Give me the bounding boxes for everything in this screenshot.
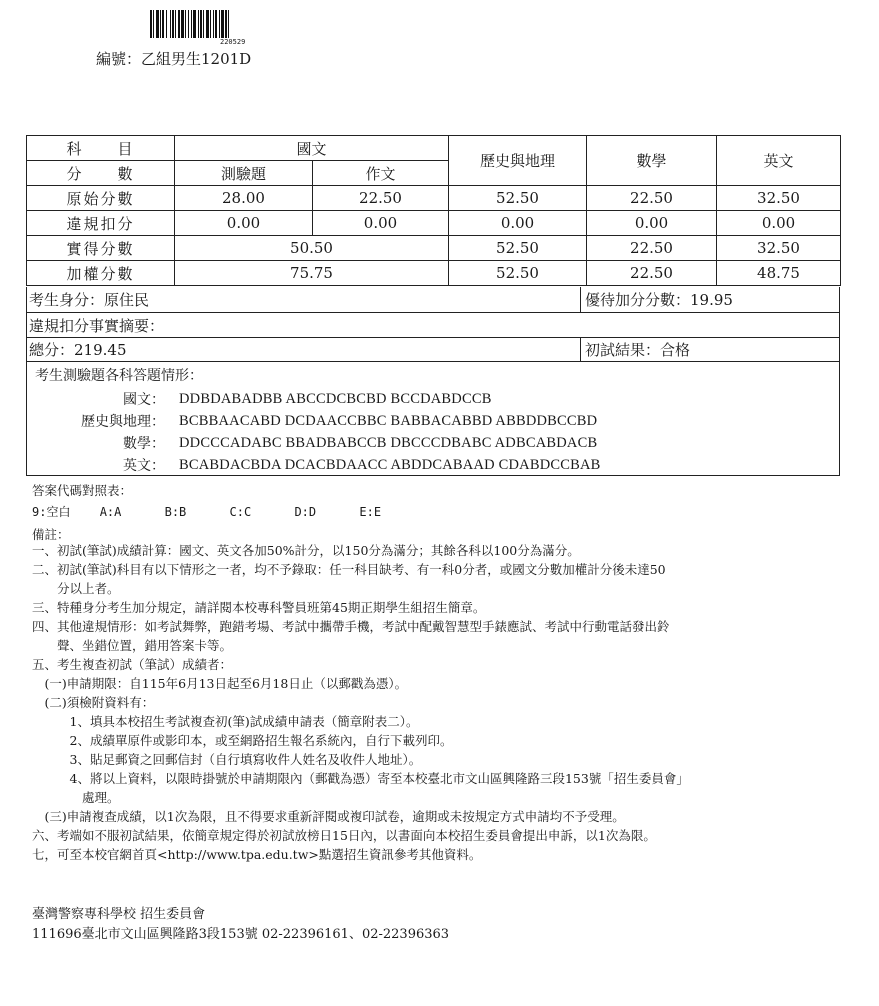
- identity-row: [26, 287, 840, 313]
- result-label: 初試結果：合格: [580, 338, 845, 361]
- history-geo-header: 歷史與地理: [449, 136, 587, 186]
- note-line: 處理。: [32, 790, 120, 805]
- essay-score: 0.00: [313, 211, 449, 236]
- violation-summary-label: 違規扣分事實摘要：: [29, 316, 165, 335]
- note-line: 分以上者。: [32, 581, 120, 596]
- english-score: 48.75: [717, 261, 841, 286]
- math-score: 22.50: [587, 186, 717, 211]
- chinese-score: 75.75: [175, 261, 449, 286]
- serial-number: 編號：乙組男生1201D: [96, 50, 252, 68]
- note-line: 三、特種身分考生加分規定，請詳閱本校專科警員班第45期正期學生組招生簡章。: [32, 600, 486, 615]
- english-score: 32.50: [717, 236, 841, 261]
- note-line: 七，可至本校官網首頁<http://www.tpa.edu.tw>點選招生資訊參考其他資料。: [32, 847, 482, 862]
- footer-org: 臺灣警察專科學校 招生委員會: [32, 907, 206, 922]
- answer-codes: DDBDABADBB ABCCDCBCBD BCCDABDCCB: [179, 390, 492, 407]
- notes-title: 備註：: [32, 527, 70, 542]
- answer-subject: 歷史與地理：: [81, 414, 165, 430]
- test-score: 0.00: [175, 211, 313, 236]
- notes-list: [32, 541, 689, 864]
- table-row: [27, 236, 841, 261]
- english-score: 32.50: [717, 186, 841, 211]
- english-header: 英文: [717, 136, 841, 186]
- history-score: 52.50: [449, 186, 587, 211]
- identity-label: 考生身分：原住民: [29, 291, 150, 309]
- note-line: (三)申請複查成績，以1次為限，且不得要求重新評閱或複印試卷，逾期或未按規定方式申請均不予受理。: [32, 809, 625, 824]
- total-score: 總分：219.45: [29, 341, 127, 359]
- chinese-header: 國文: [175, 136, 449, 161]
- math-header: 數學: [587, 136, 717, 186]
- answer-subject: 國文：: [123, 392, 165, 408]
- answer-row: [27, 432, 597, 454]
- note-line: 3、貼足郵資之回郵信封（自行填寫收件人姓名及收件人地址）。: [32, 752, 422, 767]
- legend-item: B:B: [164, 505, 187, 519]
- row-label: 實得分數: [27, 236, 175, 261]
- barcode-number: 220529: [220, 38, 246, 46]
- answer-codes: BCABDACBDA DCACBDAACC ABDDCABAAD CDABDCCBAB: [179, 456, 601, 473]
- barcode: [150, 4, 292, 46]
- history-score: 0.00: [449, 211, 587, 236]
- note-line: 四、其他違規情形：如考試舞弊，跑錯考場、考試中攜帶手機，考試中配戴智慧型手錶應試、考試中行動電話發出鈴: [32, 619, 670, 634]
- note-line: 一、初試(筆試)成績計算：國文、英文各加50%計分，以150分為滿分；其餘各科以100分為滿分。: [32, 543, 580, 558]
- english-score: 0.00: [717, 211, 841, 236]
- note-line: 二、初試(筆試)科目有以下情形之一者，均不予錄取：任一科目缺考、有一科0分者，或國文分數加權計分後未達50: [32, 562, 666, 577]
- subject-header: 科 目: [27, 136, 175, 161]
- table-row: [27, 261, 841, 286]
- legend-item: D:D: [294, 505, 317, 519]
- legend-item: C:C: [229, 505, 252, 519]
- barcode-bars: [150, 10, 231, 38]
- table-row: [27, 186, 841, 211]
- answer-codes: BCBBAACABD DCDAACCBBC BABBACABBD ABBDDBCCBD: [179, 412, 598, 429]
- note-line: 2、成績單原件或影印本，或至網路招生報名系統內，自行下載列印。: [32, 733, 453, 748]
- history-score: 52.50: [449, 236, 587, 261]
- math-score: 22.50: [587, 236, 717, 261]
- bonus-label: 優待加分分數：19.95: [580, 287, 845, 312]
- test-questions-header: 測驗題: [175, 161, 313, 186]
- row-label: 加權分數: [27, 261, 175, 286]
- answer-subject: 數學：: [123, 436, 165, 452]
- footer-address: 111696臺北市文山區興隆路3段153號 02-22396161、02-22396363: [32, 927, 450, 942]
- math-score: 0.00: [587, 211, 717, 236]
- note-line: 1、填具本校招生考試複查初(筆)試成績申請表（簡章附表二）。: [32, 714, 419, 729]
- row-label: 原始分數: [27, 186, 175, 211]
- chinese-score: 50.50: [175, 236, 449, 261]
- test-score: 28.00: [175, 186, 313, 211]
- answer-row: [27, 410, 597, 432]
- answer-codes: DDCCCADABC BBADBABCCB DBCCCDBABC ADBCABDACB: [179, 434, 598, 451]
- history-score: 52.50: [449, 261, 587, 286]
- answer-summary: [26, 361, 840, 476]
- note-line: (一)申請期限：自115年6月13日起至6月18日止（以郵戳為憑）。: [32, 676, 408, 691]
- note-line: 聲、坐錯位置，錯用答案卡等。: [32, 638, 233, 653]
- violation-row: [26, 313, 840, 338]
- legend-title: 答案代碼對照表：: [32, 483, 133, 498]
- note-line: 六、考端如不服初試結果，依簡章規定得於初試放榜日15日內，以書面向本校招生委員會提出申訴，以1次為限。: [32, 828, 656, 843]
- essay-score: 22.50: [313, 186, 449, 211]
- legend-item: 9:空白: [32, 505, 71, 519]
- essay-header: 作文: [313, 161, 449, 186]
- legend-item: A:A: [99, 505, 122, 519]
- math-score: 22.50: [587, 261, 717, 286]
- answer-row: [27, 388, 492, 410]
- answer-subject: 英文：: [123, 458, 165, 474]
- total-row: [26, 338, 840, 362]
- table-header-row: [27, 136, 841, 161]
- score-table: [26, 135, 841, 286]
- answer-row: [27, 454, 601, 476]
- legend-item: E:E: [359, 505, 382, 519]
- note-line: 五、考生複查初試（筆試）成績者：: [32, 657, 233, 672]
- table-row: [27, 211, 841, 236]
- note-line: 4、將以上資料，以限時掛號於申請期限內（郵戳為憑）寄至本校臺北市文山區興隆路三段153號「招生委員會」: [32, 771, 689, 786]
- legend-items: [32, 503, 381, 522]
- answers-title: 考生測驗題各科答題情形：: [35, 368, 203, 384]
- row-label: 違規扣分: [27, 211, 175, 236]
- note-line: (二)須檢附資料有：: [32, 695, 155, 710]
- score-header: 分 數: [27, 161, 175, 186]
- barcode-bar: [229, 10, 231, 38]
